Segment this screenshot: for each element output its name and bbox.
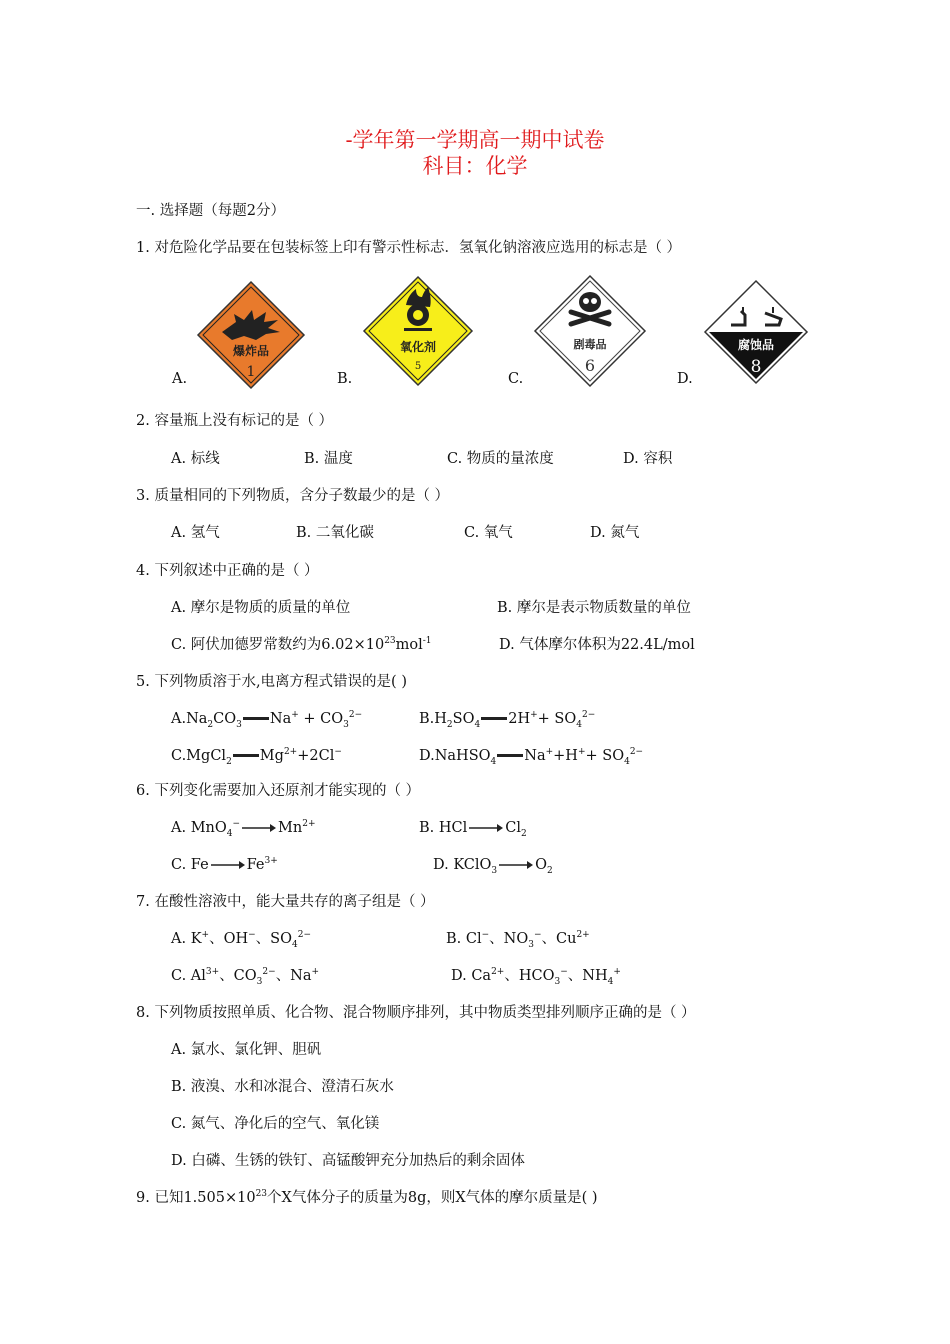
question-5-option-d: D.NaHSO$_4$ $Na^++H^++ SO_4^{2-}$ — [419, 747, 644, 767]
question-7-option-d: D. $Ca^{2+}$、$HCO_3^-$、$NH_4^+$ — [451, 967, 621, 987]
question-9-stem: 9. 已知$1.505\times 10^{23}$个X气体分子的质量为8g，则X气体的摩尔质量是( ) — [136, 1189, 598, 1206]
question-7-option-a: A. K+、OH−、$SO_4^{2-}$ — [171, 930, 312, 950]
question-2-option-d: D. 容积 — [623, 451, 673, 467]
question-3-option-a: A. 氢气 — [171, 525, 220, 541]
exam-title: -学年第一学期高一期中试卷 — [345, 128, 605, 152]
oxidizer-sign-icon — [362, 275, 474, 387]
question-6-option-b: B. HCl $Cl_2$ — [419, 820, 527, 839]
explosive-sign-icon — [196, 280, 306, 390]
question-3-option-c: C. 氧气 — [464, 525, 513, 541]
toxic-sign-number: 6 — [584, 356, 596, 375]
section-heading: 一. 选择题（每题2分） — [136, 203, 285, 219]
question-6-option-d: D. KClO$_3$ $O_2$ — [433, 857, 553, 876]
question-6-option-a: A. MnO$_4$− $Mn^{2+}$ — [171, 819, 316, 839]
toxic-sign-text: 剧毒品 — [573, 338, 607, 351]
oxidizer-sign-number: 5 — [414, 361, 422, 372]
reaction-arrow-icon — [240, 818, 278, 838]
question-6-option-c: C. Fe $Fe^{3+}$ — [171, 856, 278, 873]
equals-bar-icon — [480, 714, 508, 724]
equals-bar-icon — [232, 751, 260, 761]
question-4-option-b: B. 摩尔是表示物质数量的单位 — [497, 600, 691, 616]
question-2-option-b: B. 温度 — [304, 451, 353, 467]
question-3-option-d: D. 氮气 — [590, 525, 640, 541]
question-3-stem: 3. 质量相同的下列物质，含分子数最少的是（ ） — [136, 488, 450, 504]
question-2-option-a: A. 标线 — [171, 451, 220, 467]
question-2-stem: 2. 容量瓶上没有标记的是（ ） — [136, 413, 334, 429]
question-4-option-a: A. 摩尔是物质的质量的单位 — [171, 600, 351, 616]
question-7-option-b: B. Cl−、$NO_3^-$、$Cu^{2+}$ — [446, 930, 590, 950]
explosive-sign-number: 1 — [246, 364, 256, 380]
question-5-option-c: C.MgCl$_2$ $Mg^{2+}+2Cl^-$ — [171, 747, 342, 767]
question-7-stem: 7. 在酸性溶液中，能大量共存的离子组是（ ） — [136, 894, 435, 910]
question-6-stem: 6. 下列变化需要加入还原剂才能实现的（ ） — [136, 783, 421, 799]
question-4-option-d: D. 气体摩尔体积为22.4L/mol — [499, 637, 695, 653]
question-8-option-d: D. 白磷、生锈的铁钉、高锰酸钾充分加热后的剩余固体 — [171, 1153, 525, 1169]
reaction-arrow-icon — [467, 818, 505, 838]
question-1-option-d: D. — [677, 371, 693, 387]
equals-bar-icon — [242, 714, 270, 724]
explosive-sign-text: 爆炸品 — [232, 344, 270, 358]
toxic-sign-icon — [533, 274, 647, 388]
question-2-option-c: C. 物质的量浓度 — [447, 451, 554, 467]
exam-subject: 科目：化学 — [422, 154, 528, 178]
corrosive-sign-icon — [703, 279, 809, 385]
corrosive-sign-text: 腐蚀品 — [737, 338, 775, 352]
reaction-arrow-icon — [209, 855, 247, 875]
question-8-stem: 8. 下列物质按照单质、化合物、混合物顺序排列，其中物质类型排列顺序正确的是（ ） — [136, 1005, 696, 1021]
corrosive-sign-number: 8 — [750, 357, 762, 377]
question-1-option-a: A. — [172, 371, 188, 387]
question-7-option-c: C. $Al^{3+}$、$CO_3^{2-}$、Na+ — [171, 967, 320, 987]
question-4-option-c: C. 阿伏加德罗常数约为$6.02\times 10^{23}mol^{-1}$ — [171, 636, 432, 653]
question-5-option-b: $B.H_2SO_4$ $2H^++ SO_4^{2-}$ — [419, 710, 596, 730]
question-1-option-c: C. — [508, 371, 524, 387]
reaction-arrow-icon — [497, 855, 535, 875]
question-1-stem: 1. 对危险化学品要在包装标签上印有警示性标志．氢氧化钠溶液应选用的标志是（ ） — [136, 240, 682, 256]
question-1-option-b: B. — [337, 371, 353, 387]
equals-bar-icon — [496, 751, 524, 761]
question-5-option-a: $A.Na_2CO_3$ $Na^+ + CO_3^{2-}$ — [171, 710, 363, 730]
oxidizer-sign-text: 氧化剂 — [399, 340, 437, 354]
question-8-option-b: B. 液溴、水和冰混合、澄清石灰水 — [171, 1079, 394, 1095]
question-3-option-b: B. 二氧化碳 — [296, 525, 374, 541]
question-8-option-c: C. 氮气、净化后的空气、氧化镁 — [171, 1116, 380, 1132]
question-4-stem: 4. 下列叙述中正确的是（ ） — [136, 563, 319, 579]
question-8-option-a: A. 氯水、氯化钾、胆矾 — [171, 1042, 322, 1058]
question-5-stem: 5. 下列物质溶于水,电离方程式错误的是( ) — [136, 674, 407, 690]
